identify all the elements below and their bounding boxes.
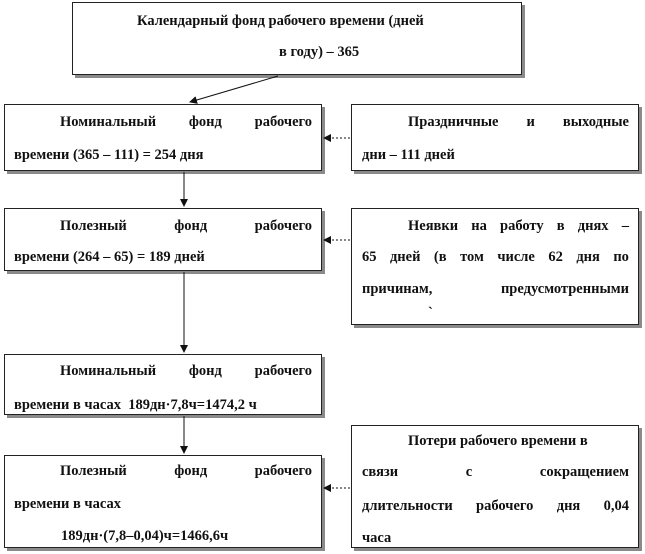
holidays-line1: Праздничные и выходные [408, 114, 629, 130]
nominal-fund-days-line2: времени (365 – 111) = 254 дня [14, 147, 204, 163]
useful-fund-days-line1: Полезный фонд рабочего [60, 218, 312, 234]
calendar-fund-line2: в году) – 365 [279, 44, 360, 60]
working-time-losses-line1: Потери рабочего времени в [408, 433, 588, 449]
arrow-calendar-to-nominal-days [190, 76, 278, 102]
useful-fund-days-line2: времени (264 – 65) = 189 дней [14, 249, 205, 265]
useful-fund-hours-line3: 189дн·(7,8–0,04)ч=1466,6ч [61, 528, 229, 544]
absences-line2: 65 дней (в том числе 62 дня по [362, 249, 629, 265]
holidays-line2: дни – 111 дней [362, 147, 455, 163]
nominal-fund-hours-line1: Номинальный фонд рабочего [60, 363, 312, 379]
absences-line3: причинам, предусмотренными [362, 281, 629, 297]
working-time-losses-line2: связи с сокращением [362, 464, 629, 480]
nominal-fund-days-line1: Номинальный фонд рабочего [60, 114, 312, 130]
absences-line4: ` [428, 305, 433, 321]
calendar-fund-line1: Календарный фонд рабочего времени (дней [137, 13, 424, 29]
working-time-losses-line3: длительности рабочего дня 0,04 [362, 498, 629, 514]
useful-fund-hours-line2: времени в часах [14, 496, 121, 512]
useful-fund-hours-line1: Полезный фонд рабочего [60, 463, 312, 479]
working-time-losses-line4: часа [362, 530, 392, 546]
absences-line1: Неявки на работу в днях – [408, 218, 629, 234]
nominal-fund-hours-line2: времени в часах 189дн·7,8ч=1474,2 ч [14, 397, 257, 413]
